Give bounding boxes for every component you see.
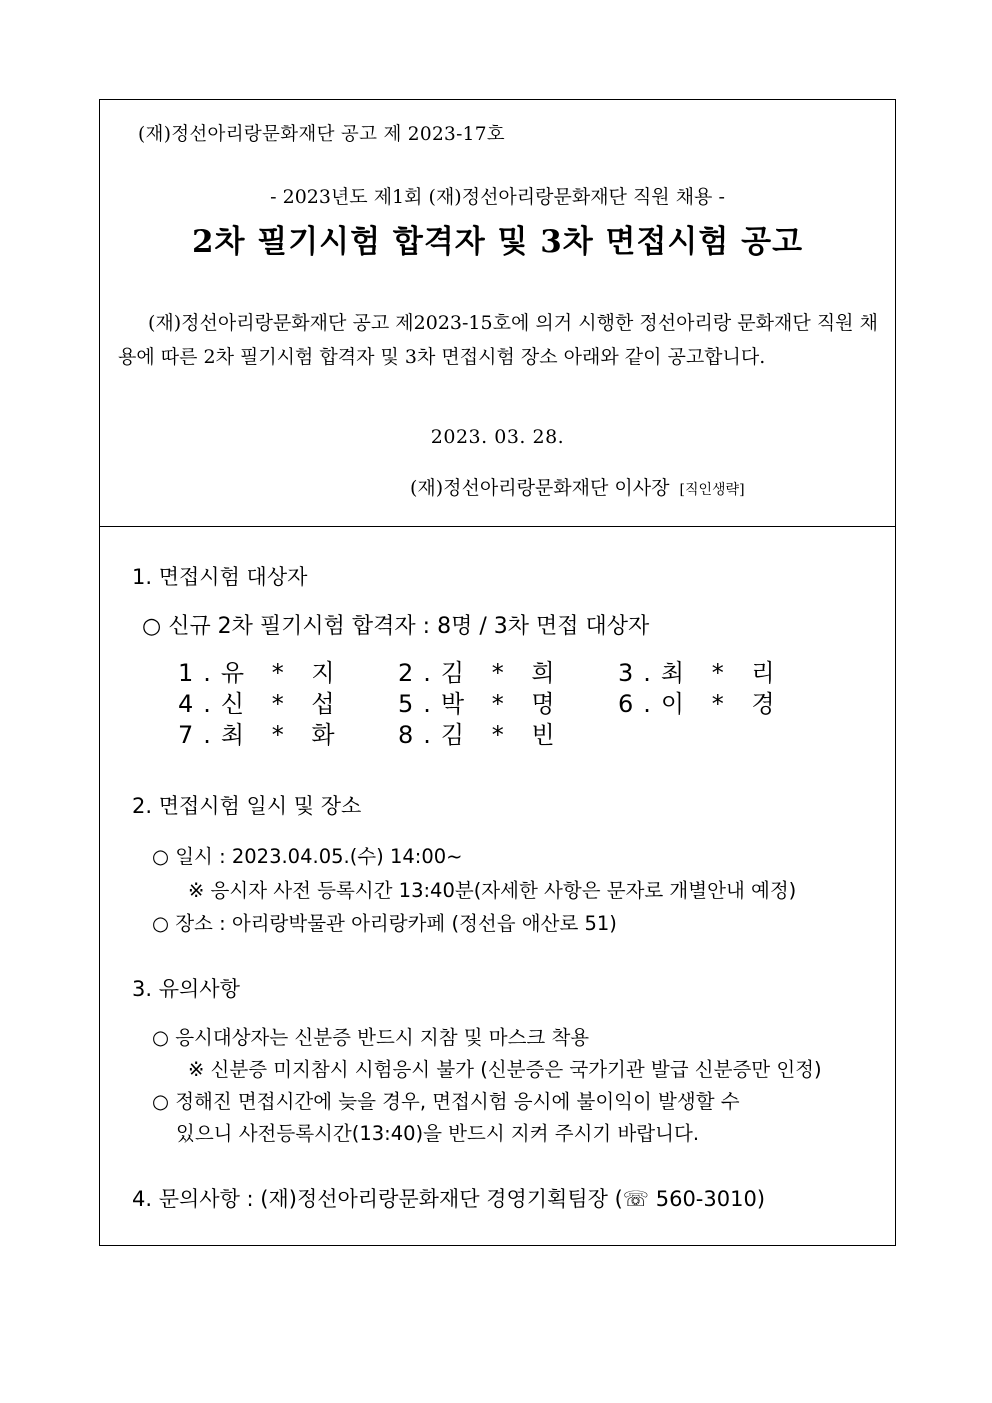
section2-heading: 2. 면접시험 일시 및 장소 [132, 794, 362, 818]
signer-name: (재)정선아리랑문화재단 이사장 [410, 477, 670, 499]
section3-heading: 3. 유의사항 [132, 977, 240, 1001]
candidate-item: 8.김 * 빈 [398, 721, 565, 749]
interview-place: ○ 장소 : 아리랑박물관 아리랑카페 (정선읍 애산로 51) [152, 912, 617, 935]
section1-heading: 1. 면접시험 대상자 [132, 565, 308, 589]
registration-note: ※ 응시자 사전 등록시간 13:40분(자세한 사항은 문자로 개별안내 예정) [188, 879, 797, 902]
candidate-item: 6.이 * 경 [618, 690, 785, 718]
candidate-item: 4.신 * 섭 [178, 690, 345, 718]
notice-frame [99, 99, 896, 1246]
caution-item-1: ○ 응시대상자는 신분증 반드시 지참 및 마스크 착용 [152, 1026, 590, 1049]
caution-item-2: ○ 정해진 면접시간에 늦을 경우, 면접시험 응시에 불이익이 발생할 수 [152, 1090, 740, 1113]
notice-intro: (재)정선아리랑문화재단 공고 제2023-15호에 의거 시행한 정선아리랑 문화재단 직원 채용에 따른 2차 필기시험 합격자 및 3차 면접시험 장소 아래와 같이 공고합니다. [118, 312, 878, 368]
caution-item-2-cont: 있으니 사전등록시간(13:40)을 반드시 지켜 주시기 바랍니다. [176, 1122, 700, 1145]
candidate-item: 7.최 * 화 [178, 721, 345, 749]
notice-number: (재)정선아리랑문화재단 공고 제 2023-17호 [138, 124, 505, 145]
candidate-item: 1.유 * 지 [178, 659, 345, 687]
id-card-note: ※ 신분증 미지참시 시험응시 불가 (신분증은 국가기관 발급 신분증만 인정) [188, 1058, 822, 1081]
candidate-item: 2.김 * 희 [398, 659, 565, 687]
seal-note: [직인생략] [679, 482, 745, 498]
notice-title: 2차 필기시험 합격자 및 3차 면접시험 공고 [191, 224, 804, 260]
candidate-item: 5.박 * 명 [398, 690, 565, 718]
section-divider [100, 526, 895, 527]
candidate-item: 3.최 * 리 [618, 659, 785, 687]
interview-datetime: ○ 일시 : 2023.04.05.(수) 14:00~ [152, 845, 463, 868]
notice-subtitle: - 2023년도 제1회 (재)정선아리랑문화재단 직원 채용 - [270, 186, 725, 208]
contact-info: 4. 문의사항 : (재)정선아리랑문화재단 경영기획팀장 (☏ 560-3010) [132, 1187, 766, 1211]
notice-date: 2023. 03. 28. [430, 426, 565, 448]
section1-bullet: ○ 신규 2차 필기시험 합격자 : 8명 / 3차 면접 대상자 [142, 614, 650, 639]
notice-signer [410, 473, 745, 500]
